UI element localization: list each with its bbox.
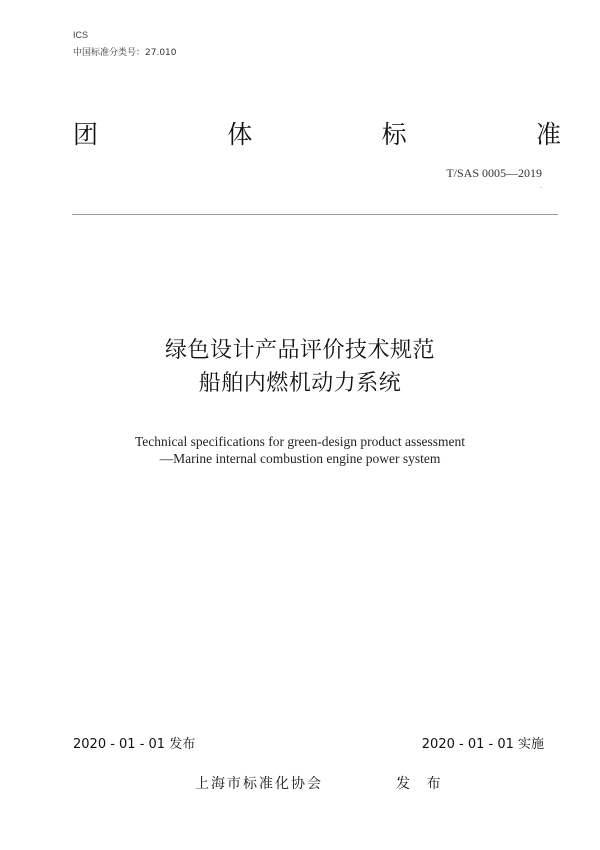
standard-type-char: 体 xyxy=(227,120,253,149)
issue-label: 发 布 xyxy=(396,776,447,792)
title-cn-line2: 船舶内燃机动力系统 xyxy=(198,371,402,396)
marker: - xyxy=(540,184,543,191)
standard-type-char: 标 xyxy=(381,120,407,149)
title-en-line2: —Marine internal combustion engine power system xyxy=(159,451,441,466)
standard-number: T/SAS 0005—2019 xyxy=(446,166,542,180)
implementation-date: 2020 - 01 - 01 实施 xyxy=(421,737,544,752)
title-en-line1: Technical specifications for green-design product assessment xyxy=(134,434,466,449)
standard-type-heading xyxy=(73,115,561,151)
release-date: 2020 - 01 - 01 发布 xyxy=(73,737,196,752)
standard-type-char: 准 xyxy=(535,120,561,149)
issuer-name: 上海市标准化协会 xyxy=(195,776,323,792)
horizontal-divider xyxy=(72,214,558,215)
standard-type-char: 团 xyxy=(73,120,99,149)
title-cn-line1: 绿色设计产品评价技术规范 xyxy=(164,338,435,363)
classification-number: 中国标准分类号：27.010 xyxy=(73,48,177,58)
ics-label: ICS xyxy=(73,30,89,40)
